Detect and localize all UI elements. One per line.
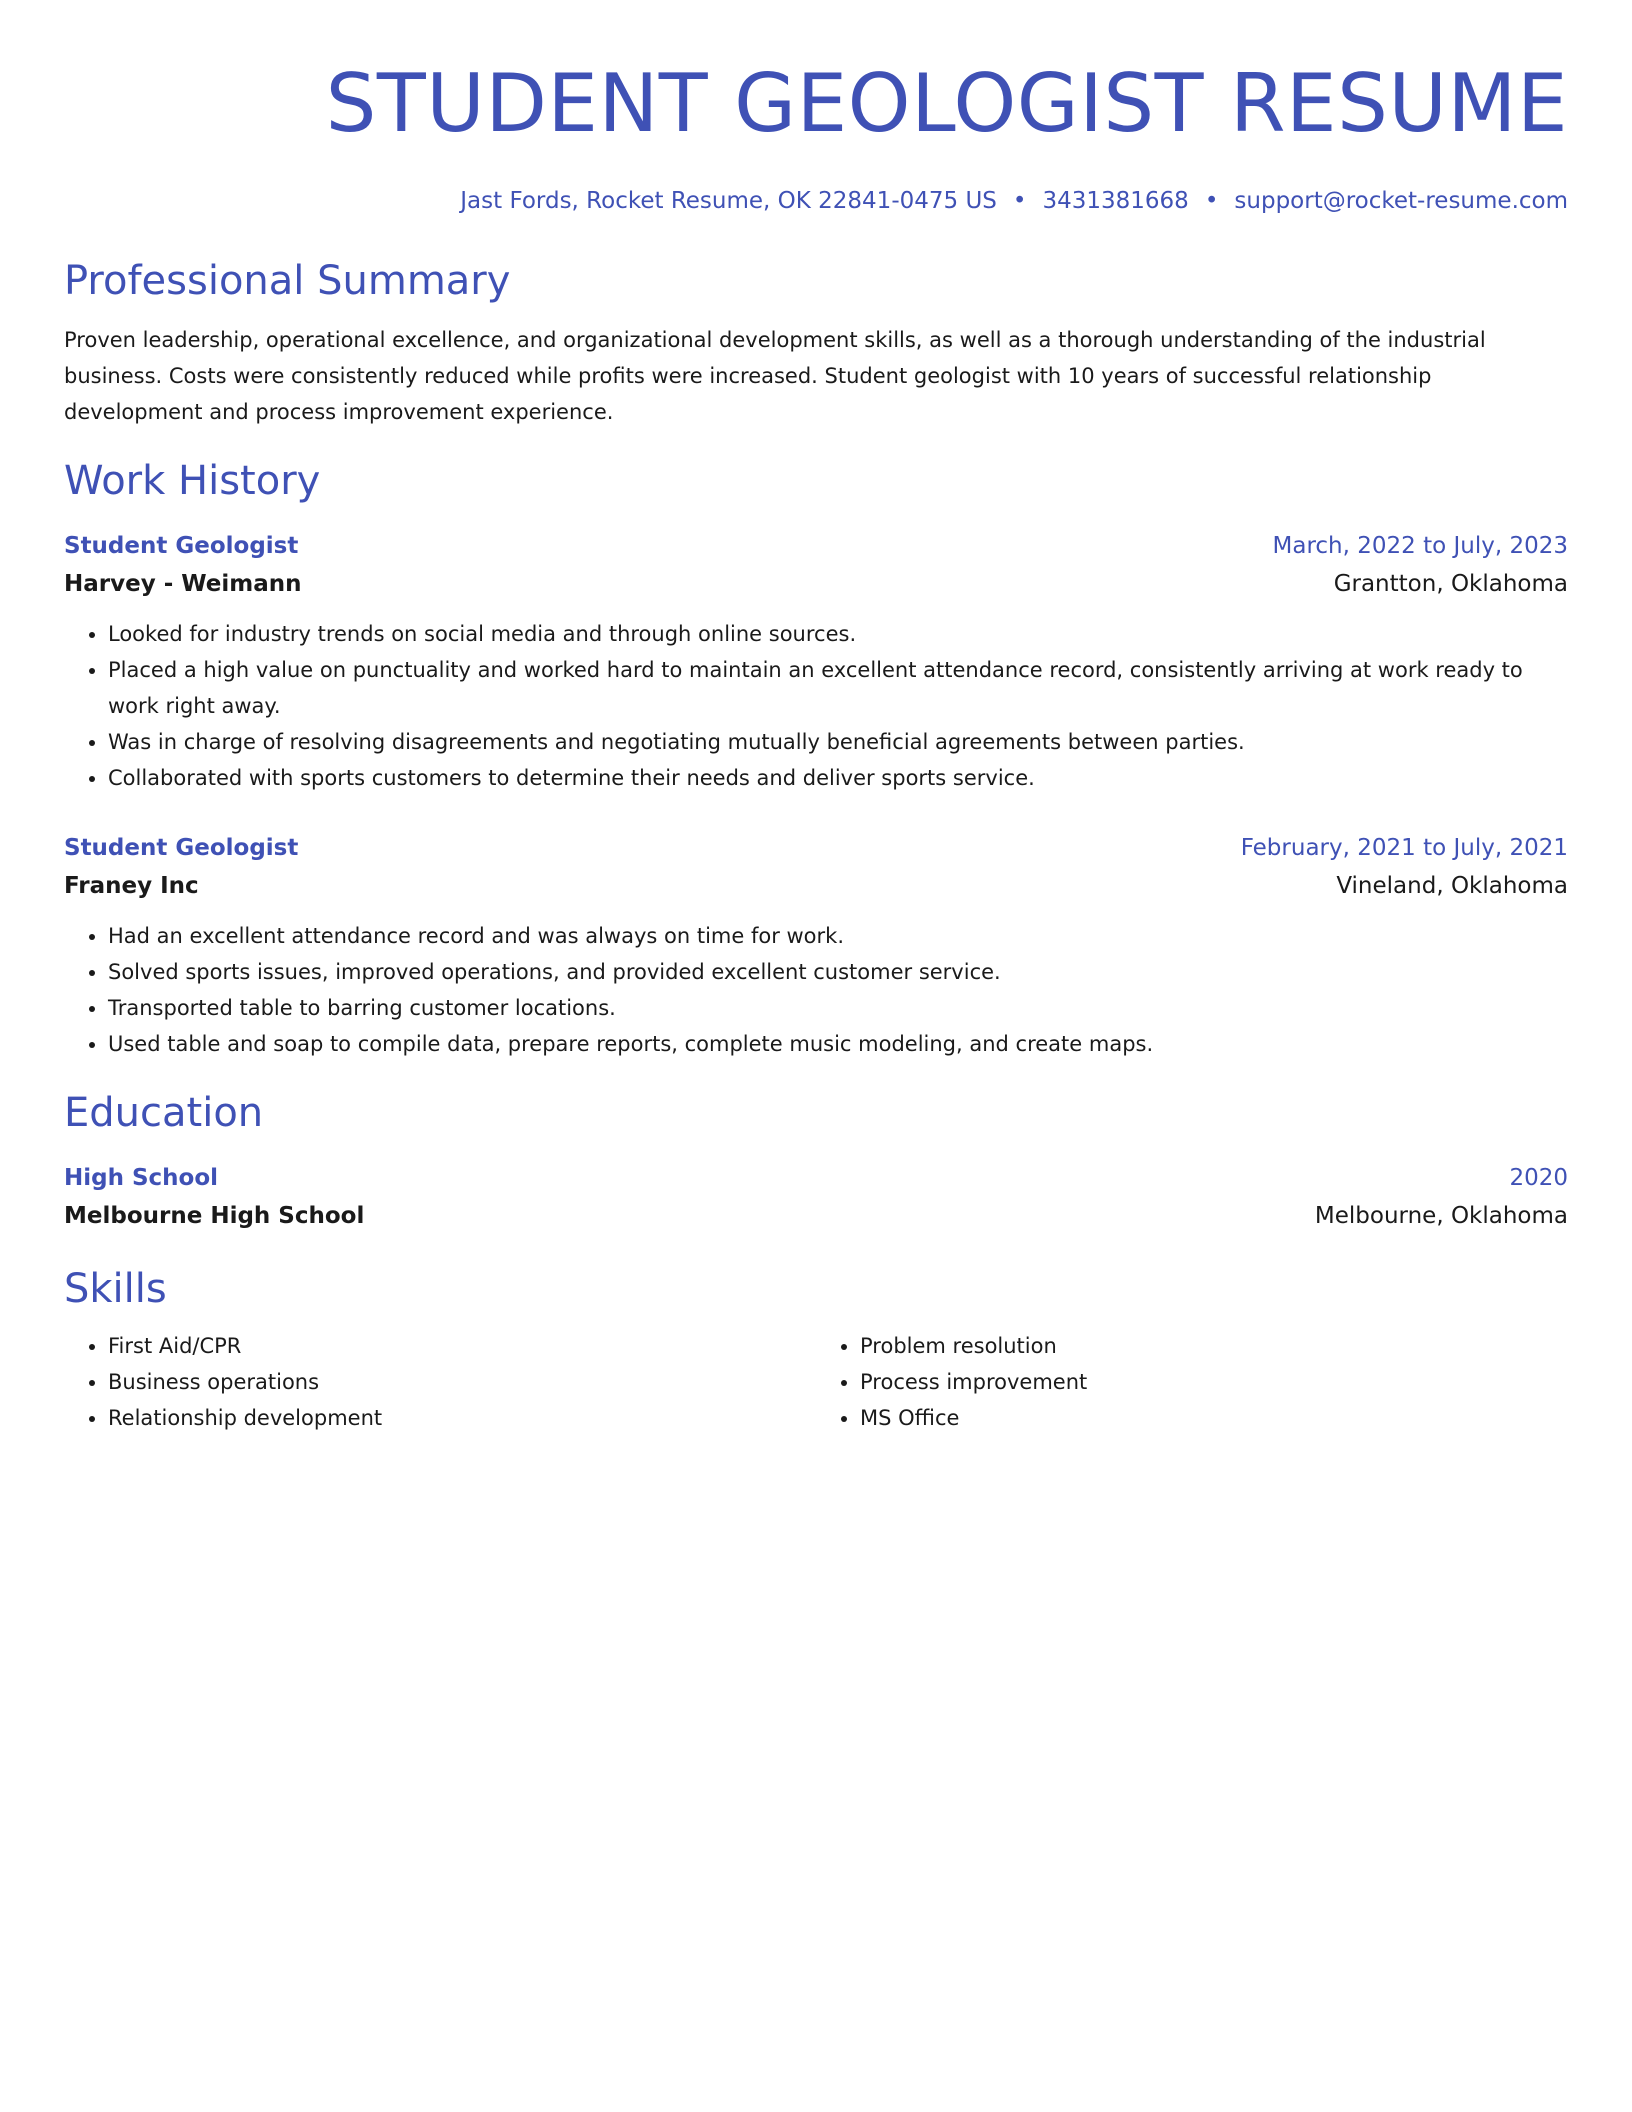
education-location: Melbourne, Oklahoma xyxy=(1314,1203,1568,1229)
section-title-skills: Skills xyxy=(64,1266,167,1312)
job-entry xyxy=(64,528,1568,796)
summary-text: Proven leadership, operational excellence, and organizational development skills, as well as a thorough understanding of the industrial business. Costs were consistently reduced while profits were increased. Student geologist with 10 years of successful relationship development and process improvement experience. xyxy=(64,328,1486,424)
job-entry xyxy=(64,830,1568,1062)
skills-grid xyxy=(64,1328,1568,1436)
education-school: Melbourne High School xyxy=(64,1203,365,1229)
job-bullet: • Placed a high value on punctuality and worked hard to maintain an excellent attendance record, consistently arriving at work ready to work right away. xyxy=(108,652,1568,724)
skill-item: • Business operations xyxy=(108,1364,816,1400)
skills-column-right xyxy=(816,1328,1568,1436)
job-role: Student Geologist xyxy=(64,533,299,559)
section-title-summary: Professional Summary xyxy=(64,258,511,304)
skill-item: • MS Office xyxy=(860,1400,1568,1436)
contact-separator: • xyxy=(1204,188,1219,214)
contact-address: Jast Fords, Rocket Resume, OK 22841-0475 US xyxy=(460,188,997,214)
skills-column-left xyxy=(64,1328,816,1436)
job-bullet: • Was in charge of resolving disagreements and negotiating mutually beneficial agreements between parties. xyxy=(108,724,1568,760)
education-header-row xyxy=(64,1160,1568,1196)
job-bullet: • Had an excellent attendance record and was always on time for work. xyxy=(108,918,1568,954)
job-bullet: • Collaborated with sports customers to determine their needs and deliver sports service. xyxy=(108,760,1568,796)
job-bullets xyxy=(64,918,1568,1062)
job-bullet: • Solved sports issues, improved operations, and provided excellent customer service. xyxy=(108,954,1568,990)
job-location: Vineland, Oklahoma xyxy=(1336,873,1568,899)
job-company: Harvey - Weimann xyxy=(64,571,302,597)
job-location: Grantton, Oklahoma xyxy=(1333,571,1568,597)
education-school-row xyxy=(64,1198,1568,1234)
job-dates: February, 2021 to July, 2021 xyxy=(1240,835,1568,861)
resume-title: STUDENT GEOLOGIST RESUME xyxy=(325,57,1568,150)
job-header-row xyxy=(64,528,1568,564)
job-dates: March, 2022 to July, 2023 xyxy=(1272,533,1568,559)
job-role: Student Geologist xyxy=(64,835,299,861)
job-bullet: • Used table and soap to compile data, prepare reports, complete music modeling, and create maps. xyxy=(108,1026,1568,1062)
education-year: 2020 xyxy=(1509,1165,1568,1191)
section-title-work-history: Work History xyxy=(64,458,321,504)
education-degree: High School xyxy=(64,1165,219,1191)
job-company: Franey Inc xyxy=(64,873,199,899)
job-bullet: • Transported table to barring customer locations. xyxy=(108,990,1568,1026)
job-company-row xyxy=(64,868,1568,904)
skill-item: • First Aid/CPR xyxy=(108,1328,816,1364)
job-bullet: • Looked for industry trends on social media and through online sources. xyxy=(108,616,1568,652)
job-header-row xyxy=(64,830,1568,866)
contact-email[interactable]: support@rocket-resume.com xyxy=(1234,188,1568,214)
contact-line xyxy=(64,186,1568,216)
job-bullets xyxy=(64,616,1568,796)
education-entry xyxy=(64,1160,1568,1234)
resume-header xyxy=(64,0,1568,216)
skill-item: • Process improvement xyxy=(860,1364,1568,1400)
skill-item: • Relationship development xyxy=(108,1400,816,1436)
section-title-education: Education xyxy=(64,1090,264,1136)
contact-separator: • xyxy=(1012,188,1027,214)
job-company-row xyxy=(64,566,1568,602)
contact-phone: 3431381668 xyxy=(1042,188,1189,214)
skill-item: • Problem resolution xyxy=(860,1328,1568,1364)
